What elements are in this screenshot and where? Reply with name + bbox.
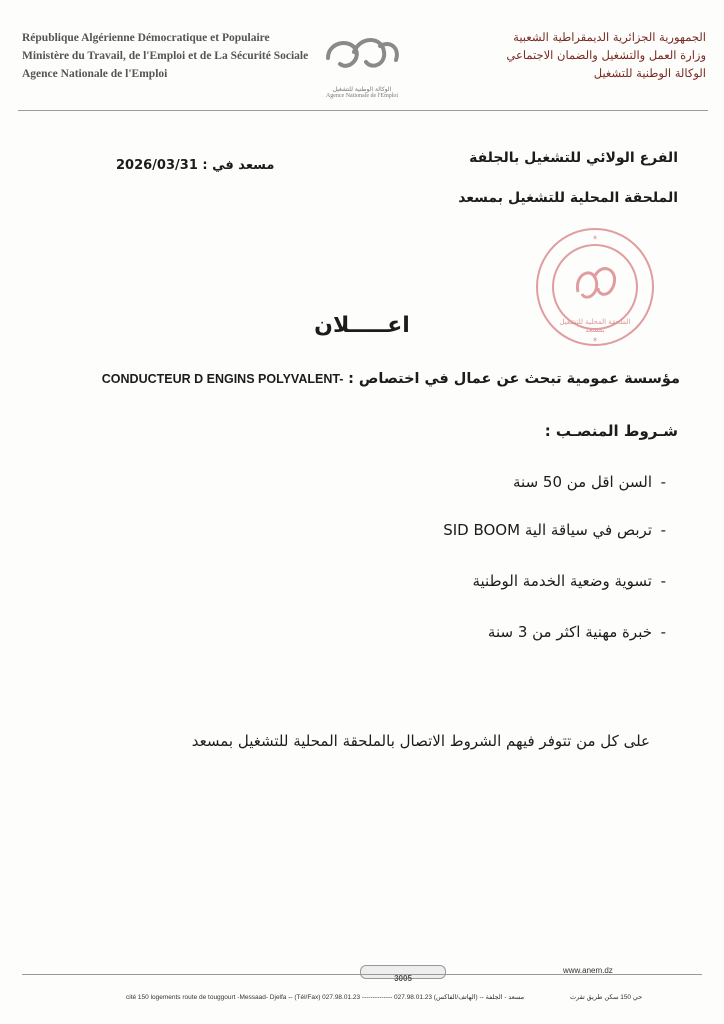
footer-badge (360, 965, 446, 983)
logo-caption-fr: Agence Nationale de l'Emploi (325, 93, 399, 99)
condition-item-3: تسوية وضعية الخدمة الوطنية (472, 572, 652, 590)
intro-line (102, 371, 680, 387)
intro-text: مؤسسة عمومية تبحث عن عمال في اختصاص : (348, 371, 680, 387)
announcement-title: اعـــــلان (314, 313, 410, 338)
sender-line-2: الملحقة المحلية للتشغيل بمسعد (458, 190, 678, 206)
closing-line: على كل من تتوفر فيهم الشروط الاتصال بالملحقة المحلية للتشغيل بمسعد (191, 732, 650, 750)
condition-bullet-4: - (660, 623, 666, 641)
footer-badge-text: 3005 (394, 974, 412, 983)
anem-logo (318, 28, 406, 99)
header-ar-line-1: الجمهورية الجزائرية الديمقراطية الشعبية (513, 30, 706, 44)
intro-specialty: CONDUCTEUR D ENGINS POLYVALENT- (101, 372, 344, 386)
conditions-heading: شـروط المنصـب : (544, 422, 678, 440)
footer-address-fr: cité 150 logements route de touggourt -Messaad- Djelfa -- (Tél/Fax) 027.98.01.23 -------------- 027.98.01.23 (الهاتف/الفاكس) -- مسعد - الجلفة (126, 994, 525, 1001)
footer-address-ar: حي 150 سكن طريق تقرت (570, 994, 643, 1001)
header-divider (18, 110, 708, 111)
footer-divider (22, 974, 702, 975)
condition-bullet-2: - (660, 521, 666, 539)
condition-bullet-3: - (660, 572, 666, 590)
date-place-label: مسعد في : (202, 158, 275, 173)
condition-bullet-1: - (660, 473, 666, 491)
condition-item-1: السن اقل من 50 سنة (513, 473, 652, 491)
stamp-text: الملحقة المحلية للتشغيل بمسعد (559, 318, 631, 334)
footer-website[interactable]: www.anem.dz (563, 966, 613, 975)
date-block (116, 158, 274, 173)
header-fr-line-2: Ministère du Travail, de l'Emploi et de La Sécurité Sociale (22, 50, 309, 62)
svg-text:✶: ✶ (592, 336, 598, 344)
anem-logo-icon (320, 28, 404, 82)
sender-line-1: الفرع الولائي للتشغيل بالجلفة (469, 150, 678, 166)
header-fr-line-3: Agence Nationale de l'Emploi (22, 68, 168, 80)
header-ar-line-3: الوكالة الوطنية للتشغيل (593, 66, 706, 80)
logo-caption-ar: الوكالة الوطنية للتشغيل (332, 86, 392, 93)
header-fr-line-1: République Algérienne Démocratique et Populaire (22, 32, 270, 44)
condition-item-2: تربص في سياقة الية SID BOOM (443, 521, 652, 539)
header-ar-line-2: وزارة العمل والتشغيل والضمان الاجتماعي (506, 48, 706, 62)
svg-text:✶: ✶ (592, 234, 598, 242)
condition-item-4: خبرة مهنية اكثر من 3 سنة (487, 623, 652, 641)
date-value: 2026/03/31 (116, 158, 198, 173)
